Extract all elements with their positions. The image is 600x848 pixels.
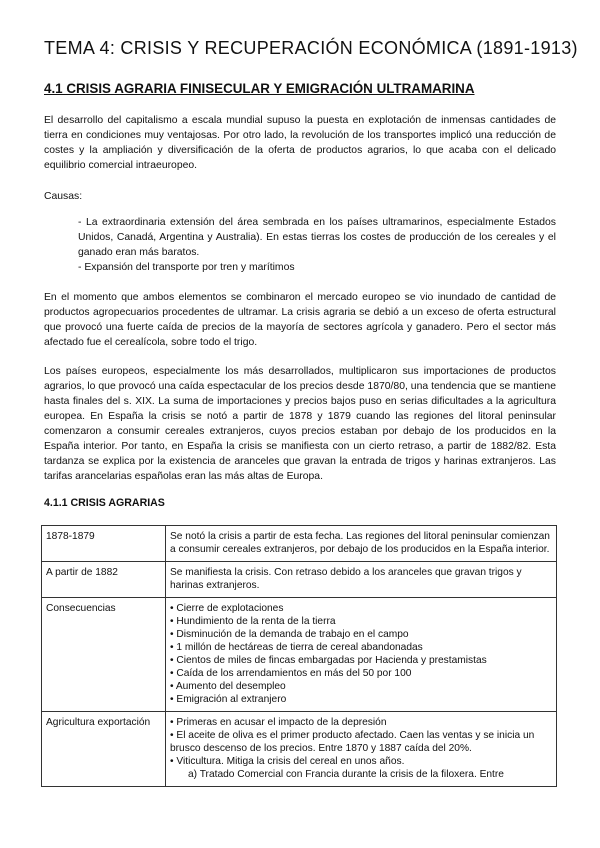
- crisis-table: [41, 525, 557, 787]
- list-item: • 1 millón de hectáreas de tierra de cereal abandonadas: [170, 642, 423, 653]
- table-row: [42, 562, 557, 598]
- list-item: • Viticultura. Mitiga la crisis del cereal en unos años.: [170, 756, 405, 767]
- list-item: • Disminución de la demanda de trabajo en el campo: [170, 629, 409, 640]
- paragraph-2: En el momento que ambos elementos se combinaron el mercado europeo se vio inundado de cantidad de productos agropecuarios procedentes de ultramar. La crisis agraria se debió a un exceso de oferta estructural que provocó una fuerte caída de precios de la mayoría de sectores agrícola y ganadero. Pero el sector más afectado fue el cerealícola, sobre todo el trigo.: [44, 292, 556, 348]
- table-cell-list: [166, 598, 557, 712]
- list-item: • Cierre de explotaciones: [170, 603, 284, 614]
- list-item: • Caída de los arrendamientos en más del 50 por 100: [170, 668, 412, 679]
- list-item: • Cientos de miles de fincas embargadas por Hacienda y prestamistas: [170, 655, 487, 666]
- table-cell-list: [166, 712, 557, 787]
- table-cell-label: A partir de 1882: [42, 562, 166, 598]
- intro-paragraph: El desarrollo del capitalismo a escala mundial supuso la puesta en explotación de inmensas cantidades de tierra en condiciones muy ventajosas. Por otro lado, la revolución de los transportes implicó una reducción de costes y la ampliación y diversificación de la oferta de productos agrarios, lo que acaba con el delicado equilibrio comercial intraeuropeo.: [44, 115, 556, 171]
- table-cell-label: Consecuencias: [42, 598, 166, 712]
- table-cell-text: Se notó la crisis a partir de esta fecha. Las regiones del litoral peninsular comienzan a consumir cereales extranjeros, por debajo de los producidos en la España interior.: [166, 526, 557, 562]
- table-cell-label: Agricultura exportación: [42, 712, 166, 787]
- paragraph-3: Los países europeos, especialmente los más desarrollados, multiplicaron sus importaciones de productos agrarios, lo que provocó una caída espectacular de los precios desde 1870/80, una tendencia que se mantiene hasta finales del s. XIX. La suma de importaciones y precios bajos puso en serias dificultades a la agricultura europea. En España la crisis se notó a partir de 1878 y 1879 cuando las regiones del litoral peninsular comenzaron a consumir cereales extranjeros, cuyos precios estaban por debajo de los producidos en la España interior. Por tanto, en España la crisis se manifiesta con un cierto retraso, a partir de 1882/82. Esta tardanza se explica por la existencia de aranceles que gravan la entrada de trigos y harinas extranjeros. Las tarifas arancelarias españolas eran las más altas de Europa.: [44, 366, 556, 482]
- list-item: • Primeras en acusar el impacto de la depresión: [170, 717, 387, 728]
- subsection-heading: 4.1.1 CRISIS AGRARIAS: [44, 497, 165, 509]
- cause-item: - La extraordinaria extensión del área sembrada en los países ultramarinos, especialmente Estados Unidos, Canadá, Argentina y Australia). En estas tierras los costes de producción de los cereales y el ganado eran más baratos.: [78, 217, 556, 258]
- table-cell-text: Se manifiesta la crisis. Con retraso debido a los aranceles que gravan trigos y harinas extranjeros.: [166, 562, 557, 598]
- causes-label: Causas:: [44, 191, 83, 202]
- table-row: [42, 712, 557, 787]
- list-subitem: a) Tratado Comercial con Francia durante la crisis de la filoxera. Entre: [188, 769, 504, 780]
- list-item: • Hundimiento de la renta de la tierra: [170, 616, 336, 627]
- cause-item: - Expansión del transporte por tren y marítimos: [78, 262, 295, 273]
- section-heading: 4.1 CRISIS AGRARIA FINISECULAR Y EMIGRACIÓN ULTRAMARINA: [44, 81, 475, 96]
- causes-list: [78, 215, 556, 275]
- page-title: TEMA 4: CRISIS Y RECUPERACIÓN ECONÓMICA (1891-1913): [44, 38, 578, 58]
- list-item: • El aceite de oliva es el primer producto afectado. Caen las ventas y se inicia un brusco descenso de los precios. Entre 1870 y 1887 caída del 20%.: [170, 730, 535, 754]
- list-item: • Aumento del desempleo: [170, 681, 286, 692]
- table-row: [42, 598, 557, 712]
- table-cell-label: 1878-1879: [42, 526, 166, 562]
- list-item: • Emigración al extranjero: [170, 694, 287, 705]
- table-row: [42, 526, 557, 562]
